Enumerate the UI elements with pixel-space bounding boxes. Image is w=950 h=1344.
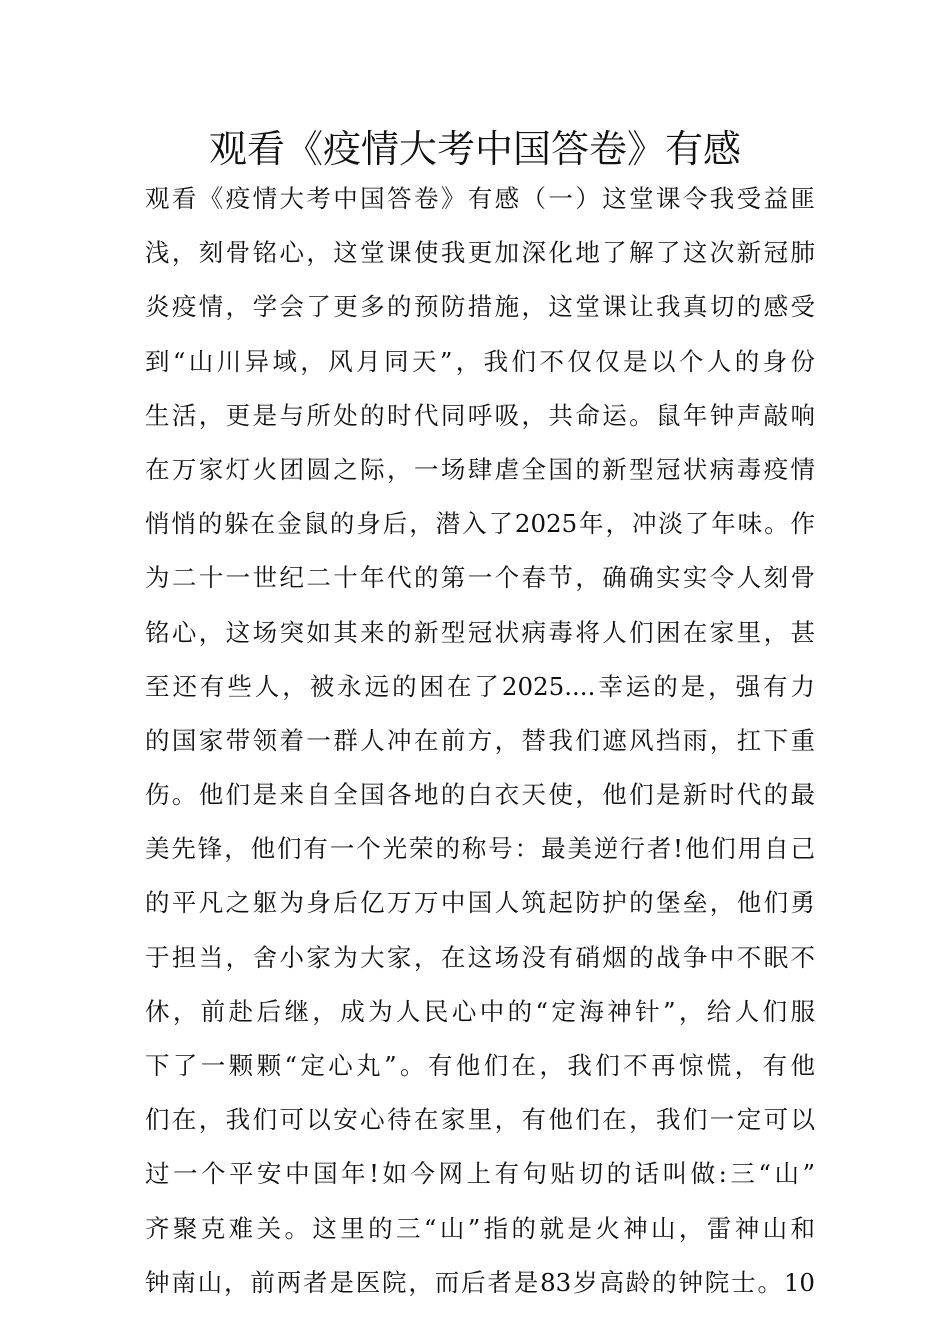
body-line: 浅，刻骨铭心，这堂课使我更加深化地了解了这次新冠肺	[145, 238, 815, 268]
body-line: 美先锋，他们有一个光荣的称号：最美逆行者!他们用自己	[145, 834, 815, 864]
body-line: 齐聚克难关。这里的三“山”指的就是火神山，雷神山和	[145, 1213, 815, 1243]
body-line: 悄悄的躲在金鼠的身后，潜入了2025年，冲淡了年味。作	[145, 509, 815, 539]
body-line: 的国家带领着一群人冲在前方，替我们遮风挡雨，扛下重	[145, 725, 815, 755]
body-line: 们在，我们可以安心待在家里，有他们在，我们一定可以	[145, 1105, 815, 1135]
document-title: 观看《疫情大考中国答卷》有感	[208, 127, 741, 171]
body-line: 休，前赴后继，成为人民心中的“定海神针”，给人们服	[145, 996, 815, 1026]
body-line: 下了一颗颗“定心丸”。有他们在，我们不再惊慌，有他	[145, 1051, 815, 1080]
body-line: 为二十一世纪二十年代的第一个春节，确确实实令人刻骨	[145, 563, 815, 593]
body-line: 铭心，这场突如其来的新型冠状病毒将人们困在家里，甚	[145, 617, 815, 647]
body-line: 的平凡之躯为身后亿万万中国人筑起防护的堡垒，他们勇	[145, 888, 815, 918]
body-line: 过一个平安中国年!如今网上有句贴切的话叫做:三“山”	[145, 1159, 815, 1189]
body-line: 至还有些人，被永远的困在了2025....幸运的是，强有力	[145, 671, 815, 701]
body-line: 炎疫情，学会了更多的预防措施，这堂课让我真切的感受	[145, 292, 815, 322]
body-line: 伤。他们是来自全国各地的白衣天使，他们是新时代的最	[145, 780, 815, 810]
body-line: 观看《疫情大考中国答卷》有感（一）这堂课令我受益匪	[145, 184, 815, 213]
body-line: 生活，更是与所处的时代同呼吸，共命运。鼠年钟声敲响	[145, 400, 815, 430]
body-line: 钟南山，前两者是医院，而后者是83岁高龄的钟院士。10	[145, 1267, 815, 1297]
body-line: 在万家灯火团圆之际，一场肆虐全国的新型冠状病毒疫情	[145, 454, 815, 484]
body-line: 于担当，舍小家为大家，在这场没有硝烟的战争中不眠不	[145, 942, 815, 972]
body-line: 到“山川异域，风月同天”，我们不仅仅是以个人的身份	[145, 346, 815, 376]
document-body	[145, 172, 815, 1310]
